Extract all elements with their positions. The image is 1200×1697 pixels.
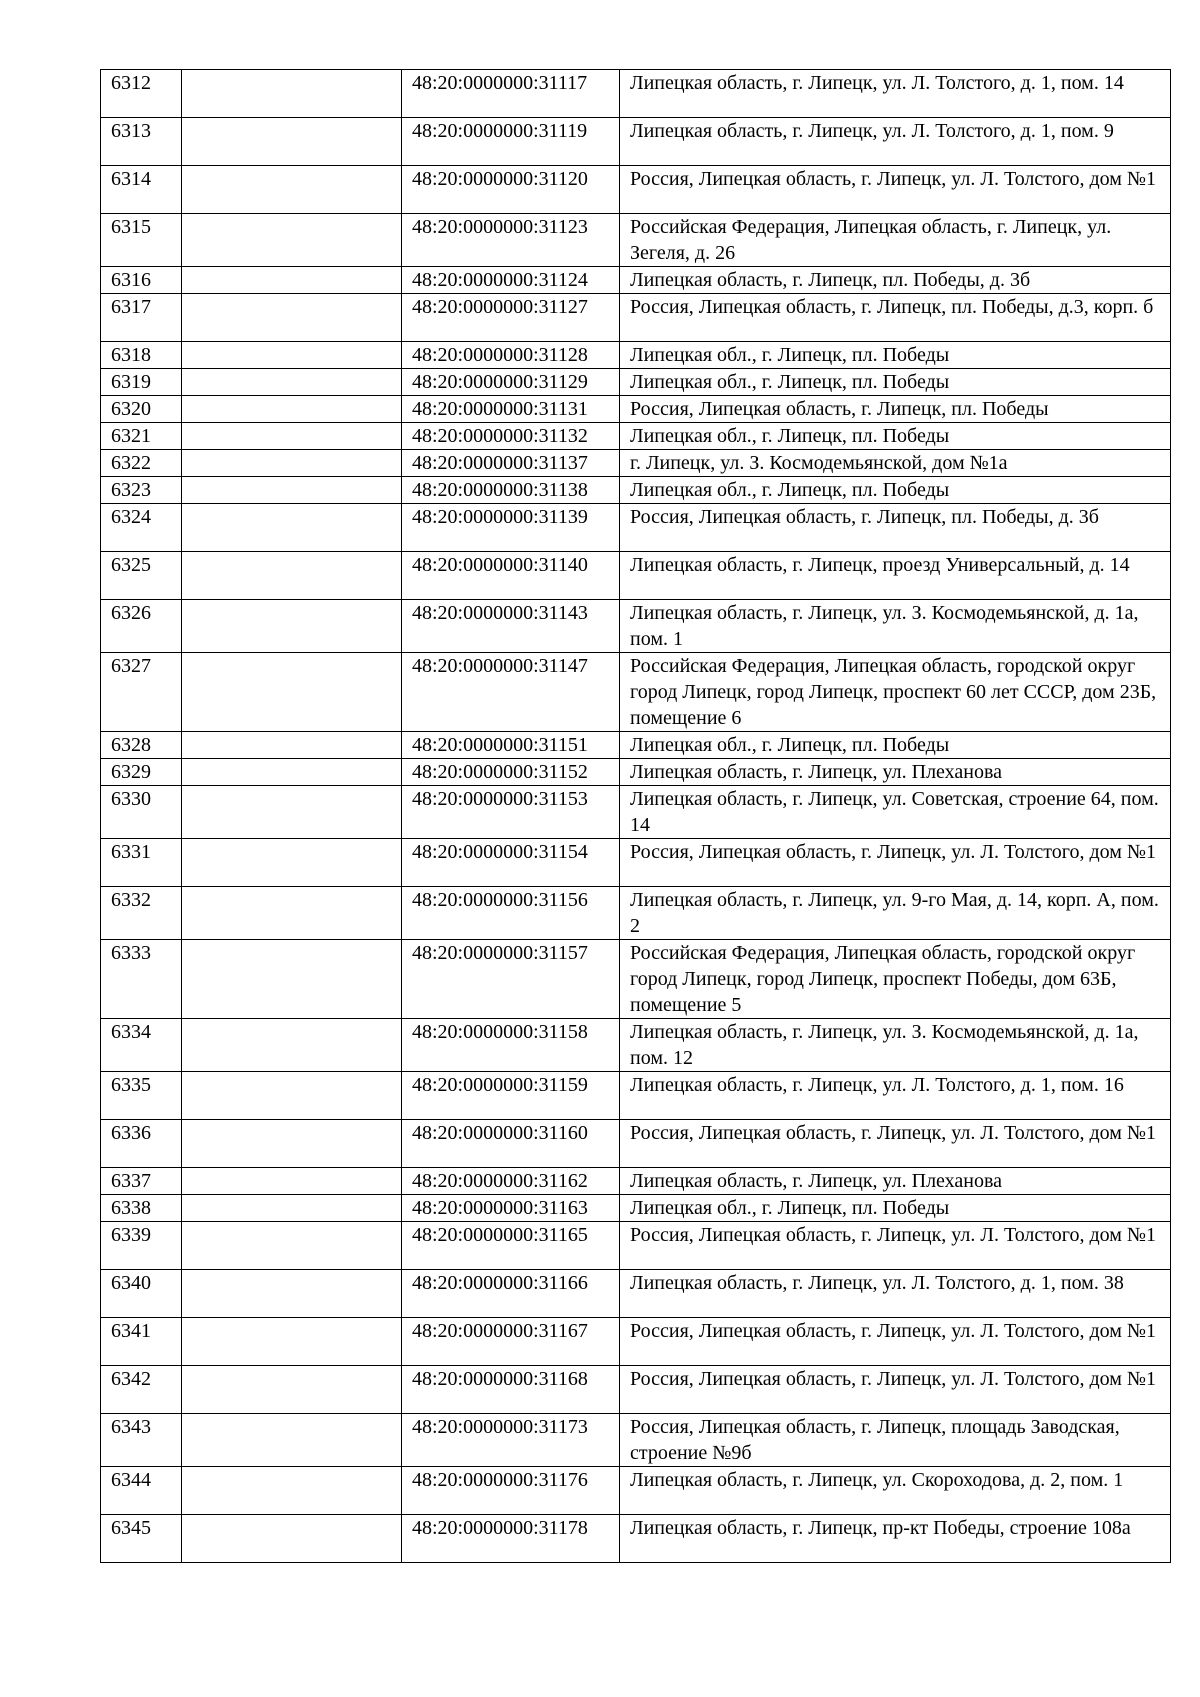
row-number-cell: 6334 — [101, 1019, 182, 1072]
table-row — [101, 118, 1171, 166]
row-number-cell: 6320 — [101, 396, 182, 423]
table-row — [101, 1467, 1171, 1515]
address-cell: Липецкая область, г. Липецк, ул. Л. Толстого, д. 1, пом. 14 — [620, 70, 1171, 118]
table-row — [101, 839, 1171, 887]
table-row — [101, 600, 1171, 653]
row-number-cell: 6336 — [101, 1120, 182, 1168]
table-row — [101, 1318, 1171, 1366]
address-cell: Россия, Липецкая область, г. Липецк, ул. Л. Толстого, дом №1 — [620, 1318, 1171, 1366]
address-cell: Липецкая обл., г. Липецк, пл. Победы — [620, 342, 1171, 369]
empty-cell — [182, 887, 402, 940]
row-number-cell: 6315 — [101, 214, 182, 267]
row-number-cell: 6326 — [101, 600, 182, 653]
empty-cell — [182, 166, 402, 214]
row-number-cell: 6340 — [101, 1270, 182, 1318]
empty-cell — [182, 1414, 402, 1467]
empty-cell — [182, 214, 402, 267]
table-row — [101, 166, 1171, 214]
table-row — [101, 396, 1171, 423]
empty-cell — [182, 1019, 402, 1072]
address-cell: Россия, Липецкая область, г. Липецк, ул. Л. Толстого, дом №1 — [620, 166, 1171, 214]
table-row — [101, 732, 1171, 759]
empty-cell — [182, 1366, 402, 1414]
table-row — [101, 423, 1171, 450]
row-number-cell: 6332 — [101, 887, 182, 940]
table-row — [101, 1019, 1171, 1072]
table-row — [101, 786, 1171, 839]
empty-cell — [182, 1467, 402, 1515]
cadastral-number-cell: 48:20:0000000:31159 — [402, 1072, 620, 1120]
address-cell: Липецкая область, г. Липецк, ул. 9-го Мая, д. 14, корп. А, пом. 2 — [620, 887, 1171, 940]
address-cell: Липецкая обл., г. Липецк, пл. Победы — [620, 1195, 1171, 1222]
address-cell: Россия, Липецкая область, г. Липецк, пл. Победы, д.3, корп. б — [620, 294, 1171, 342]
address-cell: Липецкая обл., г. Липецк, пл. Победы — [620, 477, 1171, 504]
address-cell: Россия, Липецкая область, г. Липецк, пл. Победы — [620, 396, 1171, 423]
row-number-cell: 6316 — [101, 267, 182, 294]
cadastral-number-cell: 48:20:0000000:31120 — [402, 166, 620, 214]
cadastral-number-cell: 48:20:0000000:31176 — [402, 1467, 620, 1515]
address-cell: Липецкая область, г. Липецк, ул. Л. Толстого, д. 1, пом. 38 — [620, 1270, 1171, 1318]
empty-cell — [182, 1072, 402, 1120]
row-number-cell: 6345 — [101, 1515, 182, 1563]
row-number-cell: 6324 — [101, 504, 182, 552]
empty-cell — [182, 423, 402, 450]
address-cell: Липецкая область, г. Липецк, ул. Плеханова — [620, 1168, 1171, 1195]
address-cell: Россия, Липецкая область, г. Липецк, ул. Л. Толстого, дом №1 — [620, 1222, 1171, 1270]
cadastral-number-cell: 48:20:0000000:31143 — [402, 600, 620, 653]
row-number-cell: 6317 — [101, 294, 182, 342]
cadastral-number-cell: 48:20:0000000:31124 — [402, 267, 620, 294]
address-cell: Липецкая область, г. Липецк, ул. З. Космодемьянской, д. 1а, пом. 12 — [620, 1019, 1171, 1072]
address-cell: Россия, Липецкая область, г. Липецк, площадь Заводская, строение №9б — [620, 1414, 1171, 1467]
row-number-cell: 6313 — [101, 118, 182, 166]
cadastral-number-cell: 48:20:0000000:31117 — [402, 70, 620, 118]
table-row — [101, 1515, 1171, 1563]
empty-cell — [182, 653, 402, 732]
address-cell: Липецкая область, г. Липецк, пр-кт Победы, строение 108а — [620, 1515, 1171, 1563]
cadastral-number-cell: 48:20:0000000:31162 — [402, 1168, 620, 1195]
table-body — [101, 70, 1171, 1563]
property-table — [100, 69, 1171, 1563]
table-row — [101, 477, 1171, 504]
cadastral-number-cell: 48:20:0000000:31163 — [402, 1195, 620, 1222]
row-number-cell: 6333 — [101, 940, 182, 1019]
address-cell: г. Липецк, ул. З. Космодемьянской, дом №1а — [620, 450, 1171, 477]
cadastral-number-cell: 48:20:0000000:31156 — [402, 887, 620, 940]
cadastral-number-cell: 48:20:0000000:31140 — [402, 552, 620, 600]
table-row — [101, 887, 1171, 940]
table-row — [101, 1120, 1171, 1168]
cadastral-number-cell: 48:20:0000000:31165 — [402, 1222, 620, 1270]
row-number-cell: 6344 — [101, 1467, 182, 1515]
table-row — [101, 267, 1171, 294]
empty-cell — [182, 294, 402, 342]
empty-cell — [182, 600, 402, 653]
row-number-cell: 6330 — [101, 786, 182, 839]
cadastral-number-cell: 48:20:0000000:31147 — [402, 653, 620, 732]
empty-cell — [182, 504, 402, 552]
empty-cell — [182, 552, 402, 600]
cadastral-number-cell: 48:20:0000000:31160 — [402, 1120, 620, 1168]
row-number-cell: 6343 — [101, 1414, 182, 1467]
address-cell: Российская Федерация, Липецкая область, городской округ город Липецк, город Липецк, проспект 60 лет СССР, дом 23Б, помещение 6 — [620, 653, 1171, 732]
empty-cell — [182, 450, 402, 477]
cadastral-number-cell: 48:20:0000000:31129 — [402, 369, 620, 396]
row-number-cell: 6341 — [101, 1318, 182, 1366]
empty-cell — [182, 118, 402, 166]
empty-cell — [182, 839, 402, 887]
row-number-cell: 6314 — [101, 166, 182, 214]
cadastral-number-cell: 48:20:0000000:31157 — [402, 940, 620, 1019]
empty-cell — [182, 1222, 402, 1270]
empty-cell — [182, 477, 402, 504]
address-cell: Липецкая обл., г. Липецк, пл. Победы — [620, 732, 1171, 759]
table-row — [101, 1414, 1171, 1467]
empty-cell — [182, 1318, 402, 1366]
row-number-cell: 6328 — [101, 732, 182, 759]
cadastral-number-cell: 48:20:0000000:31152 — [402, 759, 620, 786]
empty-cell — [182, 759, 402, 786]
row-number-cell: 6312 — [101, 70, 182, 118]
address-cell: Липецкая область, г. Липецк, ул. Советская, строение 64, пом. 14 — [620, 786, 1171, 839]
address-cell: Липецкая область, г. Липецк, ул. Л. Толстого, д. 1, пом. 9 — [620, 118, 1171, 166]
table-row — [101, 1168, 1171, 1195]
empty-cell — [182, 1168, 402, 1195]
row-number-cell: 6318 — [101, 342, 182, 369]
empty-cell — [182, 396, 402, 423]
row-number-cell: 6337 — [101, 1168, 182, 1195]
address-cell: Россия, Липецкая область, г. Липецк, ул. Л. Толстого, дом №1 — [620, 1120, 1171, 1168]
empty-cell — [182, 369, 402, 396]
address-cell: Липецкая обл., г. Липецк, пл. Победы — [620, 369, 1171, 396]
table-row — [101, 759, 1171, 786]
cadastral-number-cell: 48:20:0000000:31154 — [402, 839, 620, 887]
table-row — [101, 504, 1171, 552]
empty-cell — [182, 1120, 402, 1168]
empty-cell — [182, 342, 402, 369]
empty-cell — [182, 1195, 402, 1222]
row-number-cell: 6319 — [101, 369, 182, 396]
address-cell: Российская Федерация, Липецкая область, г. Липецк, ул. Зегеля, д. 26 — [620, 214, 1171, 267]
row-number-cell: 6323 — [101, 477, 182, 504]
row-number-cell: 6321 — [101, 423, 182, 450]
cadastral-number-cell: 48:20:0000000:31168 — [402, 1366, 620, 1414]
cadastral-number-cell: 48:20:0000000:31178 — [402, 1515, 620, 1563]
empty-cell — [182, 1270, 402, 1318]
row-number-cell: 6331 — [101, 839, 182, 887]
table-row — [101, 450, 1171, 477]
address-cell: Липецкая область, г. Липецк, ул. Плеханова — [620, 759, 1171, 786]
cadastral-number-cell: 48:20:0000000:31128 — [402, 342, 620, 369]
empty-cell — [182, 267, 402, 294]
table-row — [101, 214, 1171, 267]
empty-cell — [182, 786, 402, 839]
empty-cell — [182, 1515, 402, 1563]
table-row — [101, 1195, 1171, 1222]
cadastral-number-cell: 48:20:0000000:31123 — [402, 214, 620, 267]
table-row — [101, 342, 1171, 369]
row-number-cell: 6338 — [101, 1195, 182, 1222]
table-row — [101, 940, 1171, 1019]
cadastral-number-cell: 48:20:0000000:31151 — [402, 732, 620, 759]
cadastral-number-cell: 48:20:0000000:31139 — [402, 504, 620, 552]
table-row — [101, 70, 1171, 118]
cadastral-number-cell: 48:20:0000000:31132 — [402, 423, 620, 450]
address-cell: Липецкая область, г. Липецк, пл. Победы, д. 3б — [620, 267, 1171, 294]
table-row — [101, 1072, 1171, 1120]
cadastral-number-cell: 48:20:0000000:31127 — [402, 294, 620, 342]
row-number-cell: 6322 — [101, 450, 182, 477]
row-number-cell: 6335 — [101, 1072, 182, 1120]
table-row — [101, 1270, 1171, 1318]
row-number-cell: 6325 — [101, 552, 182, 600]
row-number-cell: 6339 — [101, 1222, 182, 1270]
address-cell: Липецкая область, г. Липецк, ул. Л. Толстого, д. 1, пом. 16 — [620, 1072, 1171, 1120]
table-row — [101, 294, 1171, 342]
address-cell: Липецкая область, г. Липецк, ул. З. Космодемьянской, д. 1а, пом. 1 — [620, 600, 1171, 653]
table-row — [101, 1366, 1171, 1414]
address-cell: Россия, Липецкая область, г. Липецк, ул. Л. Толстого, дом №1 — [620, 839, 1171, 887]
address-cell: Россия, Липецкая область, г. Липецк, пл. Победы, д. 3б — [620, 504, 1171, 552]
empty-cell — [182, 70, 402, 118]
cadastral-number-cell: 48:20:0000000:31119 — [402, 118, 620, 166]
row-number-cell: 6329 — [101, 759, 182, 786]
cadastral-number-cell: 48:20:0000000:31138 — [402, 477, 620, 504]
cadastral-number-cell: 48:20:0000000:31131 — [402, 396, 620, 423]
document-page — [100, 69, 1170, 1563]
address-cell: Липецкая область, г. Липецк, проезд Универсальный, д. 14 — [620, 552, 1171, 600]
row-number-cell: 6327 — [101, 653, 182, 732]
table-row — [101, 552, 1171, 600]
empty-cell — [182, 940, 402, 1019]
row-number-cell: 6342 — [101, 1366, 182, 1414]
cadastral-number-cell: 48:20:0000000:31153 — [402, 786, 620, 839]
address-cell: Россия, Липецкая область, г. Липецк, ул. Л. Толстого, дом №1 — [620, 1366, 1171, 1414]
cadastral-number-cell: 48:20:0000000:31137 — [402, 450, 620, 477]
cadastral-number-cell: 48:20:0000000:31167 — [402, 1318, 620, 1366]
cadastral-number-cell: 48:20:0000000:31158 — [402, 1019, 620, 1072]
address-cell: Российская Федерация, Липецкая область, городской округ город Липецк, город Липецк, проспект Победы, дом 63Б, помещение 5 — [620, 940, 1171, 1019]
cadastral-number-cell: 48:20:0000000:31173 — [402, 1414, 620, 1467]
address-cell: Липецкая область, г. Липецк, ул. Скороходова, д. 2, пом. 1 — [620, 1467, 1171, 1515]
table-row — [101, 369, 1171, 396]
empty-cell — [182, 732, 402, 759]
table-row — [101, 1222, 1171, 1270]
cadastral-number-cell: 48:20:0000000:31166 — [402, 1270, 620, 1318]
table-row — [101, 653, 1171, 732]
address-cell: Липецкая обл., г. Липецк, пл. Победы — [620, 423, 1171, 450]
